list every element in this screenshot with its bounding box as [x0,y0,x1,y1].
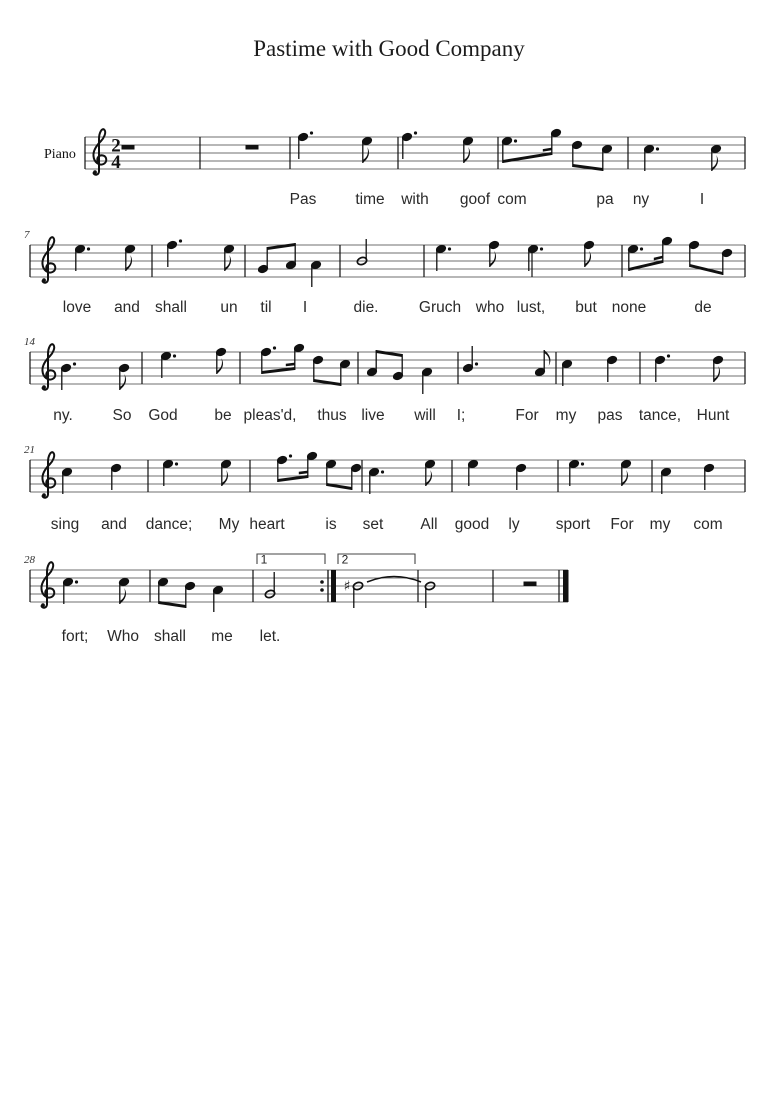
lyric-syllable: Pas [289,191,317,208]
lyric-syllable: shall [154,628,186,645]
lyric-syllable: and [114,299,140,316]
lyric-syllable: com [693,516,723,533]
treble-clef-icon [42,385,46,389]
lyric-syllable: me [211,628,233,645]
repeat-dot [320,588,324,592]
augmentation-dot [448,247,451,250]
repeat-dot [320,580,324,584]
treble-clef-icon [42,278,46,282]
lyric-syllable: shall [155,299,187,316]
lyric-syllable: die. [353,299,379,316]
augmentation-dot [175,462,178,465]
half-rest [524,582,537,587]
augmentation-dot [87,247,90,250]
augmentation-dot [414,131,417,134]
treble-clef-icon [41,603,45,607]
lyric-syllable: goof [459,191,491,208]
lyric-syllable: heart [249,516,285,533]
lyric-syllable: will [414,407,436,424]
lyric-syllable: I [699,191,705,208]
augmentation-dot [581,462,584,465]
lyric-syllable: For [515,407,539,424]
lyric-syllable: So [112,407,132,424]
lyric-syllable: Hunt [696,407,730,424]
treble-clef-icon [93,170,97,174]
augmentation-dot [310,131,313,134]
augmentation-dot [514,139,517,142]
measure-number: 14 [24,336,35,348]
lyric-syllable: Who [107,628,139,645]
lyric-syllable: time [355,191,385,208]
treble-clef-icon [42,237,55,279]
lyric-syllable: let. [259,628,281,645]
volta-number: 1 [260,552,268,567]
sharp-accidental: ♯ [343,578,351,595]
lyric-syllable: and [101,516,127,533]
treble-clef-icon [41,562,54,604]
augmentation-dot [289,454,292,457]
augmentation-dot [667,354,670,357]
lyric-syllable: tance, [638,407,682,424]
time-signature-numerator: 2 [111,135,121,157]
lyric-syllable: sport [555,516,591,533]
measure-number: 28 [24,554,35,566]
treble-clef-icon [42,452,55,494]
lyric-syllable: com [497,191,527,208]
lyric-syllable: pa [596,191,614,208]
lyric-syllable: pas [597,407,623,424]
lyric-syllable: I [302,299,308,316]
lyric-syllable: ny [632,191,650,208]
lyric-syllable: good [454,516,490,533]
page-title: Pastime with Good Company [253,36,525,61]
beam [376,350,402,357]
lyric-syllable: set [362,516,384,533]
measure-number: 21 [24,444,35,456]
lyric-syllable: ny. [53,407,73,424]
instrument-label: Piano [44,147,76,162]
augmentation-dot [273,346,276,349]
whole-rest [246,145,259,150]
lyric-syllable: thus [317,407,347,424]
lyric-syllable: til [260,299,272,316]
measure-number: 7 [24,229,30,241]
final-thick-barline [563,570,569,602]
lyric-syllable: sing [50,516,80,533]
lyric-syllable: All [420,516,438,533]
volta-bracket [338,554,415,564]
lyric-syllable: live [361,407,385,424]
lyric-syllable: For [610,516,634,533]
augmentation-dot [381,470,384,473]
beam [573,164,603,171]
augmentation-dot [179,239,182,242]
lyric-syllable: but [575,299,597,316]
augmentation-dot [656,147,659,150]
beam [314,379,341,386]
lyric-syllable: be [214,407,232,424]
lyric-syllable: Gruch [418,299,462,316]
augmentation-dot [73,362,76,365]
lyric-syllable: dance; [145,516,193,533]
whole-rest [122,145,135,150]
augmentation-dot [475,362,478,365]
lyric-syllable: is [325,516,337,533]
lyric-syllable: lust, [516,299,546,316]
lyric-syllable: my [555,407,577,424]
lyric-syllable: my [649,516,671,533]
lyric-syllable: My [218,516,240,533]
augmentation-dot [540,247,543,250]
repeat-thick-barline [331,570,336,602]
treble-clef-icon [42,493,46,497]
lyric-syllable: who [475,299,505,316]
lyric-syllable: un [220,299,238,316]
volta-number: 2 [341,552,349,567]
time-signature-denominator: 4 [111,152,121,173]
lyric-syllable: I; [456,407,466,424]
augmentation-dot [173,354,176,357]
lyric-syllable: fort; [61,628,89,645]
sixteenth-beam-stub [299,471,308,475]
beam [267,243,295,250]
sixteenth-beam-stub [286,363,295,367]
lyric-syllable: de [694,299,712,316]
lyric-syllable: with [401,191,429,208]
lyric-syllable: God [148,407,178,424]
lyric-syllable: pleas'd, [243,407,297,424]
augmentation-dot [75,580,78,583]
tie [367,577,421,583]
lyric-syllable: ly [508,516,520,533]
lyric-syllable: none [611,299,647,316]
sixteenth-beam-stub [543,148,552,152]
sixteenth-beam-stub [654,256,663,261]
augmentation-dot [640,247,643,250]
treble-clef-icon [93,129,106,171]
lyric-syllable: love [62,299,92,316]
treble-clef-icon [42,344,55,386]
